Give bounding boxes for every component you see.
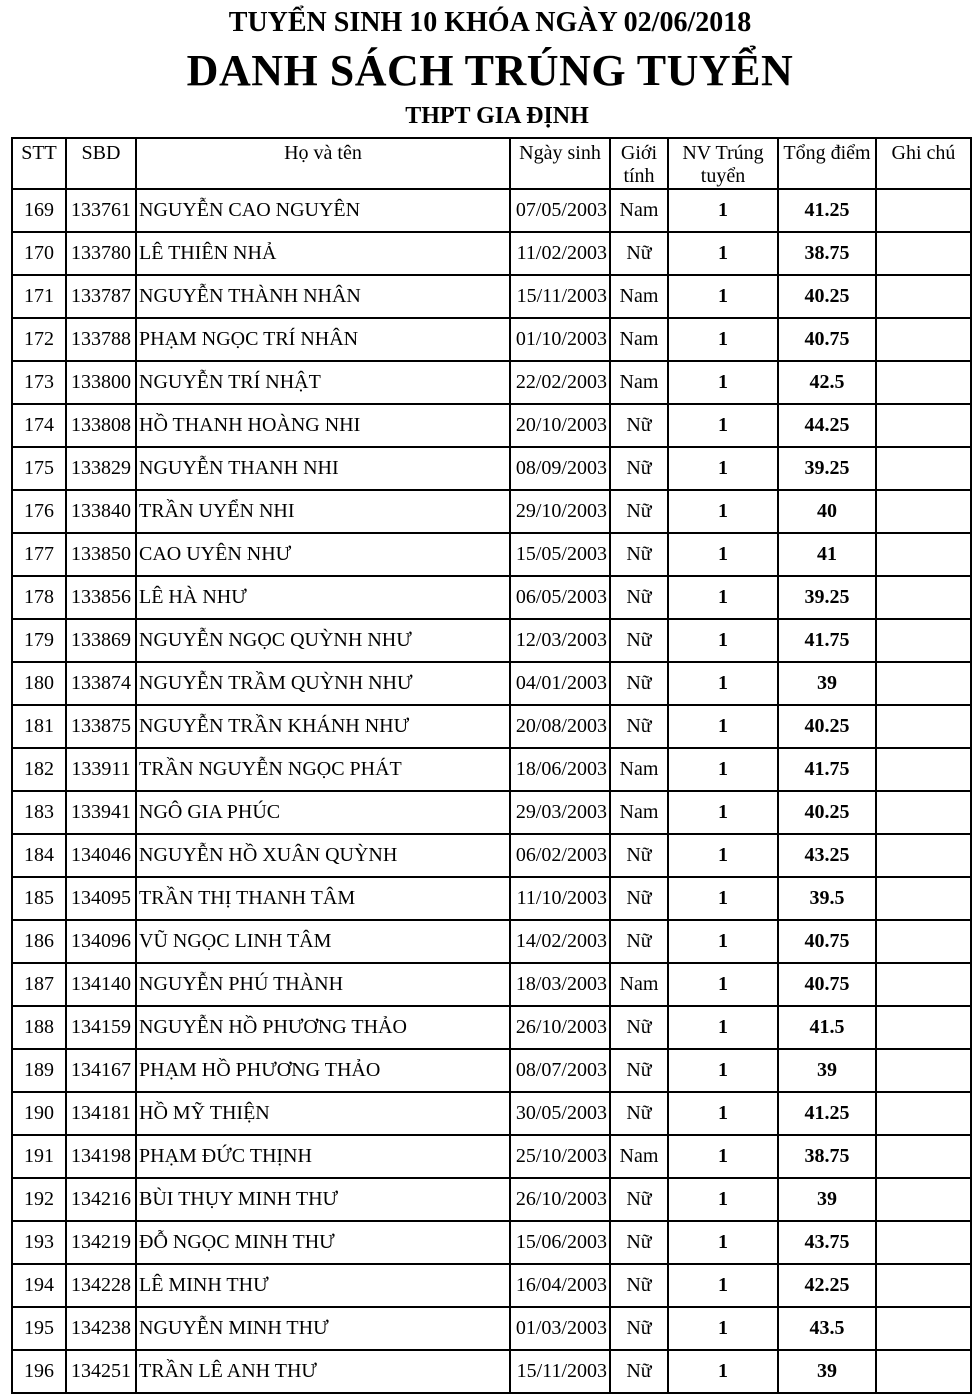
table-row — [12, 920, 971, 963]
list-title: DANH SÁCH TRÚNG TUYỂN — [186, 46, 794, 95]
cell-gender: Nữ — [610, 662, 668, 705]
table-row — [12, 318, 971, 361]
table-row — [12, 619, 971, 662]
table-row — [12, 490, 971, 533]
cell-stt: 181 — [12, 705, 66, 748]
table-row — [12, 1006, 971, 1049]
cell-total: 40.25 — [778, 275, 876, 318]
table-row — [12, 748, 971, 791]
cell-stt: 187 — [12, 963, 66, 1006]
cell-nv: 1 — [668, 189, 778, 232]
cell-gender: Nữ — [610, 877, 668, 920]
table-row — [12, 1178, 971, 1221]
table-row — [12, 404, 971, 447]
col-header-gender — [610, 138, 668, 189]
cell-name: NGUYỄN HỒ XUÂN QUỲNH — [136, 834, 510, 877]
cell-name: NGUYỄN NGỌC QUỲNH NHƯ — [136, 619, 510, 662]
cell-note — [876, 920, 971, 963]
cell-note — [876, 705, 971, 748]
cell-note — [876, 1092, 971, 1135]
cell-total: 39.5 — [778, 877, 876, 920]
cell-nv: 1 — [668, 1049, 778, 1092]
cell-gender: Nữ — [610, 1350, 668, 1393]
cell-stt: 192 — [12, 1178, 66, 1221]
table-row — [12, 1221, 971, 1264]
table-row — [12, 705, 971, 748]
cell-dob: 14/02/2003 — [510, 920, 610, 963]
cell-total: 40.75 — [778, 920, 876, 963]
cell-total: 42.5 — [778, 361, 876, 404]
cell-sbd: 133787 — [66, 275, 136, 318]
cell-sbd: 133808 — [66, 404, 136, 447]
cell-name: VŨ NGỌC LINH TÂM — [136, 920, 510, 963]
cell-gender: Nam — [610, 275, 668, 318]
cell-name: LÊ MINH THƯ — [136, 1264, 510, 1307]
cell-sbd: 133800 — [66, 361, 136, 404]
cell-stt: 189 — [12, 1049, 66, 1092]
cell-name: NGUYỄN CAO NGUYÊN — [136, 189, 510, 232]
cell-note — [876, 361, 971, 404]
col-header-nv — [668, 138, 778, 189]
cell-name: PHẠM NGỌC TRÍ NHÂN — [136, 318, 510, 361]
cell-gender: Nữ — [610, 1178, 668, 1221]
cell-gender: Nam — [610, 1135, 668, 1178]
table-row — [12, 447, 971, 490]
cell-gender: Nữ — [610, 447, 668, 490]
cell-stt: 193 — [12, 1221, 66, 1264]
cell-total: 38.75 — [778, 1135, 876, 1178]
col-header-nv-line2: tuyển — [700, 165, 746, 187]
table-row — [12, 877, 971, 920]
cell-stt: 180 — [12, 662, 66, 705]
cell-sbd: 133911 — [66, 748, 136, 791]
cell-total: 40.75 — [778, 963, 876, 1006]
cell-nv: 1 — [668, 1092, 778, 1135]
cell-stt: 169 — [12, 189, 66, 232]
cell-total: 44.25 — [778, 404, 876, 447]
cell-total: 41.75 — [778, 619, 876, 662]
cell-nv: 1 — [668, 705, 778, 748]
cell-gender: Nam — [610, 318, 668, 361]
cell-nv: 1 — [668, 1135, 778, 1178]
table-row — [12, 232, 971, 275]
table-row — [12, 275, 971, 318]
cell-total: 39 — [778, 1178, 876, 1221]
cell-stt: 179 — [12, 619, 66, 662]
col-header-stt: STT — [12, 138, 66, 189]
cell-name: NGUYỄN TRÍ NHẬT — [136, 361, 510, 404]
cell-gender: Nữ — [610, 1049, 668, 1092]
cell-total: 41 — [778, 533, 876, 576]
cell-note — [876, 1307, 971, 1350]
cell-gender: Nữ — [610, 1221, 668, 1264]
cell-total: 39 — [778, 1350, 876, 1393]
admission-table — [11, 137, 972, 1394]
col-header-gender-line1: Giới — [620, 142, 658, 164]
table-row — [12, 189, 971, 232]
cell-total: 41.25 — [778, 189, 876, 232]
cell-sbd: 134096 — [66, 920, 136, 963]
table-row — [12, 576, 971, 619]
cell-note — [876, 1006, 971, 1049]
cell-dob: 06/02/2003 — [510, 834, 610, 877]
cell-nv: 1 — [668, 619, 778, 662]
cell-dob: 26/10/2003 — [510, 1178, 610, 1221]
cell-gender: Nam — [610, 189, 668, 232]
cell-gender: Nam — [610, 963, 668, 1006]
cell-note — [876, 1178, 971, 1221]
cell-sbd: 134251 — [66, 1350, 136, 1393]
cell-dob: 26/10/2003 — [510, 1006, 610, 1049]
cell-gender: Nữ — [610, 1092, 668, 1135]
table-row — [12, 361, 971, 404]
col-header-gender-line2: tính — [623, 165, 655, 187]
cell-name: HỒ THANH HOÀNG NHI — [136, 404, 510, 447]
cell-total: 41.25 — [778, 1092, 876, 1135]
cell-sbd: 133840 — [66, 490, 136, 533]
cell-dob: 15/11/2003 — [510, 1350, 610, 1393]
cell-sbd: 133869 — [66, 619, 136, 662]
cell-name: LÊ HÀ NHƯ — [136, 576, 510, 619]
cell-gender: Nữ — [610, 1264, 668, 1307]
cell-stt: 184 — [12, 834, 66, 877]
cell-sbd: 133761 — [66, 189, 136, 232]
cell-note — [876, 1049, 971, 1092]
cell-note — [876, 1221, 971, 1264]
cell-dob: 30/05/2003 — [510, 1092, 610, 1135]
cell-gender: Nữ — [610, 834, 668, 877]
cell-name: NGUYỄN THÀNH NHÂN — [136, 275, 510, 318]
cell-gender: Nam — [610, 791, 668, 834]
cell-note — [876, 533, 971, 576]
cell-dob: 29/03/2003 — [510, 791, 610, 834]
cell-sbd: 133856 — [66, 576, 136, 619]
table-header-row — [12, 138, 971, 189]
col-header-name: Họ và tên — [136, 138, 510, 189]
cell-gender: Nữ — [610, 1307, 668, 1350]
cell-stt: 170 — [12, 232, 66, 275]
cell-stt: 175 — [12, 447, 66, 490]
cell-sbd: 134167 — [66, 1049, 136, 1092]
cell-name: TRẦN LÊ ANH THƯ — [136, 1350, 510, 1393]
school-name: THPT GIA ĐỊNH — [405, 103, 589, 129]
cell-dob: 18/06/2003 — [510, 748, 610, 791]
cell-nv: 1 — [668, 877, 778, 920]
cell-sbd: 134140 — [66, 963, 136, 1006]
cell-total: 43.25 — [778, 834, 876, 877]
table-row — [12, 1307, 971, 1350]
cell-name: PHẠM HỒ PHƯƠNG THẢO — [136, 1049, 510, 1092]
cell-nv: 1 — [668, 748, 778, 791]
cell-name: BÙI THỤY MINH THƯ — [136, 1178, 510, 1221]
cell-note — [876, 791, 971, 834]
cell-nv: 1 — [668, 447, 778, 490]
cell-name: CAO UYÊN NHƯ — [136, 533, 510, 576]
col-header-total: Tổng điểm — [778, 138, 876, 189]
cell-name: TRẦN NGUYỄN NGỌC PHÁT — [136, 748, 510, 791]
cell-dob: 20/10/2003 — [510, 404, 610, 447]
cell-sbd: 133941 — [66, 791, 136, 834]
cell-nv: 1 — [668, 791, 778, 834]
cell-total: 42.25 — [778, 1264, 876, 1307]
cell-total: 39 — [778, 662, 876, 705]
cell-dob: 08/07/2003 — [510, 1049, 610, 1092]
cell-name: NGÔ GIA PHÚC — [136, 791, 510, 834]
table-row — [12, 662, 971, 705]
cell-total: 41.75 — [778, 748, 876, 791]
cell-dob: 18/03/2003 — [510, 963, 610, 1006]
col-header-sbd: SBD — [66, 138, 136, 189]
cell-gender: Nữ — [610, 404, 668, 447]
cell-total: 38.75 — [778, 232, 876, 275]
table-row — [12, 791, 971, 834]
cell-sbd: 134181 — [66, 1092, 136, 1135]
cell-note — [876, 834, 971, 877]
cell-sbd: 134159 — [66, 1006, 136, 1049]
table-row — [12, 1049, 971, 1092]
cell-total: 40 — [778, 490, 876, 533]
cell-stt: 188 — [12, 1006, 66, 1049]
cell-dob: 15/05/2003 — [510, 533, 610, 576]
col-header-note: Ghi chú — [876, 138, 971, 189]
cell-name: LÊ THIÊN NHẢ — [136, 232, 510, 275]
col-header-dob: Ngày sinh — [510, 138, 610, 189]
cell-gender: Nữ — [610, 576, 668, 619]
cell-stt: 191 — [12, 1135, 66, 1178]
cell-name: PHẠM ĐỨC THỊNH — [136, 1135, 510, 1178]
table-row — [12, 1350, 971, 1393]
cell-dob: 11/10/2003 — [510, 877, 610, 920]
cell-nv: 1 — [668, 1221, 778, 1264]
cell-name: NGUYỄN PHÚ THÀNH — [136, 963, 510, 1006]
cell-note — [876, 963, 971, 1006]
cell-sbd: 133829 — [66, 447, 136, 490]
cell-note — [876, 275, 971, 318]
cell-dob: 01/03/2003 — [510, 1307, 610, 1350]
cell-stt: 186 — [12, 920, 66, 963]
cell-nv: 1 — [668, 533, 778, 576]
exam-title: TUYỂN SINH 10 KHÓA NGÀY 02/06/2018 — [228, 7, 752, 38]
cell-sbd: 134228 — [66, 1264, 136, 1307]
table-row — [12, 533, 971, 576]
cell-dob: 08/09/2003 — [510, 447, 610, 490]
cell-stt: 183 — [12, 791, 66, 834]
cell-stt: 196 — [12, 1350, 66, 1393]
cell-gender: Nữ — [610, 533, 668, 576]
cell-dob: 12/03/2003 — [510, 619, 610, 662]
cell-stt: 171 — [12, 275, 66, 318]
cell-sbd: 134219 — [66, 1221, 136, 1264]
cell-total: 40.75 — [778, 318, 876, 361]
cell-nv: 1 — [668, 834, 778, 877]
cell-nv: 1 — [668, 490, 778, 533]
col-header-nv-line1: NV Trúng — [682, 142, 764, 164]
cell-dob: 15/06/2003 — [510, 1221, 610, 1264]
cell-nv: 1 — [668, 963, 778, 1006]
cell-note — [876, 318, 971, 361]
cell-nv: 1 — [668, 1350, 778, 1393]
cell-sbd: 134095 — [66, 877, 136, 920]
cell-nv: 1 — [668, 361, 778, 404]
cell-gender: Nam — [610, 361, 668, 404]
cell-dob: 25/10/2003 — [510, 1135, 610, 1178]
table-row — [12, 1135, 971, 1178]
table-row — [12, 963, 971, 1006]
cell-dob: 04/01/2003 — [510, 662, 610, 705]
cell-sbd: 133874 — [66, 662, 136, 705]
cell-nv: 1 — [668, 232, 778, 275]
cell-gender: Nữ — [610, 619, 668, 662]
cell-note — [876, 877, 971, 920]
cell-nv: 1 — [668, 1307, 778, 1350]
cell-total: 39.25 — [778, 576, 876, 619]
cell-nv: 1 — [668, 662, 778, 705]
cell-note — [876, 189, 971, 232]
cell-stt: 195 — [12, 1307, 66, 1350]
cell-sbd: 133788 — [66, 318, 136, 361]
cell-nv: 1 — [668, 1178, 778, 1221]
cell-stt: 176 — [12, 490, 66, 533]
cell-nv: 1 — [668, 576, 778, 619]
table-row — [12, 1264, 971, 1307]
cell-stt: 182 — [12, 748, 66, 791]
cell-stt: 190 — [12, 1092, 66, 1135]
cell-note — [876, 619, 971, 662]
cell-dob: 15/11/2003 — [510, 275, 610, 318]
cell-note — [876, 1350, 971, 1393]
cell-stt: 174 — [12, 404, 66, 447]
cell-gender: Nam — [610, 748, 668, 791]
cell-name: NGUYỄN HỒ PHƯƠNG THẢO — [136, 1006, 510, 1049]
cell-dob: 20/08/2003 — [510, 705, 610, 748]
cell-gender: Nữ — [610, 920, 668, 963]
cell-total: 41.5 — [778, 1006, 876, 1049]
cell-name: NGUYỄN THANH NHI — [136, 447, 510, 490]
cell-nv: 1 — [668, 920, 778, 963]
cell-nv: 1 — [668, 275, 778, 318]
cell-nv: 1 — [668, 1006, 778, 1049]
cell-stt: 177 — [12, 533, 66, 576]
cell-dob: 06/05/2003 — [510, 576, 610, 619]
cell-name: TRẦN THỊ THANH TÂM — [136, 877, 510, 920]
cell-total: 43.5 — [778, 1307, 876, 1350]
cell-sbd: 134198 — [66, 1135, 136, 1178]
cell-sbd: 134046 — [66, 834, 136, 877]
cell-total: 43.75 — [778, 1221, 876, 1264]
cell-name: NGUYỄN TRẦN KHÁNH NHƯ — [136, 705, 510, 748]
cell-nv: 1 — [668, 318, 778, 361]
cell-stt: 178 — [12, 576, 66, 619]
cell-sbd: 133875 — [66, 705, 136, 748]
cell-nv: 1 — [668, 404, 778, 447]
cell-name: NGUYỄN MINH THƯ — [136, 1307, 510, 1350]
cell-note — [876, 1264, 971, 1307]
cell-dob: 22/02/2003 — [510, 361, 610, 404]
cell-sbd: 133850 — [66, 533, 136, 576]
cell-dob: 07/05/2003 — [510, 189, 610, 232]
cell-note — [876, 447, 971, 490]
cell-name: TRẦN UYỂN NHI — [136, 490, 510, 533]
cell-dob: 01/10/2003 — [510, 318, 610, 361]
cell-dob: 11/02/2003 — [510, 232, 610, 275]
cell-sbd: 134216 — [66, 1178, 136, 1221]
cell-note — [876, 1135, 971, 1178]
cell-gender: Nữ — [610, 1006, 668, 1049]
cell-total: 40.25 — [778, 791, 876, 834]
cell-nv: 1 — [668, 1264, 778, 1307]
cell-note — [876, 232, 971, 275]
cell-name: HỒ MỸ THIỆN — [136, 1092, 510, 1135]
cell-note — [876, 490, 971, 533]
cell-name: ĐỖ NGỌC MINH THƯ — [136, 1221, 510, 1264]
table-row — [12, 834, 971, 877]
cell-note — [876, 662, 971, 705]
cell-sbd: 133780 — [66, 232, 136, 275]
cell-gender: Nữ — [610, 490, 668, 533]
cell-note — [876, 576, 971, 619]
table-body — [12, 189, 971, 1393]
cell-gender: Nữ — [610, 232, 668, 275]
cell-stt: 194 — [12, 1264, 66, 1307]
cell-stt: 172 — [12, 318, 66, 361]
cell-total: 39 — [778, 1049, 876, 1092]
cell-dob: 29/10/2003 — [510, 490, 610, 533]
cell-note — [876, 404, 971, 447]
cell-name: NGUYỄN TRẦM QUỲNH NHƯ — [136, 662, 510, 705]
cell-total: 40.25 — [778, 705, 876, 748]
cell-total: 39.25 — [778, 447, 876, 490]
cell-sbd: 134238 — [66, 1307, 136, 1350]
cell-dob: 16/04/2003 — [510, 1264, 610, 1307]
cell-stt: 185 — [12, 877, 66, 920]
cell-note — [876, 748, 971, 791]
table-row — [12, 1092, 971, 1135]
cell-stt: 173 — [12, 361, 66, 404]
cell-gender: Nữ — [610, 705, 668, 748]
